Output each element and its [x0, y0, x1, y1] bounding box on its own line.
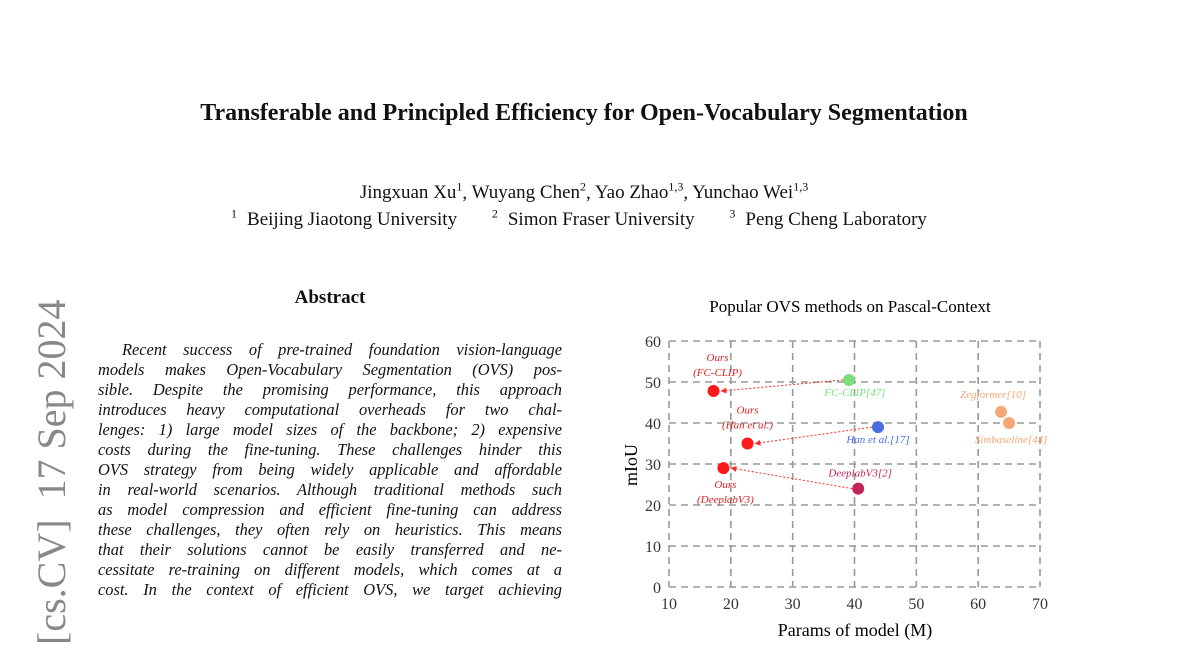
y-tick-label: 60	[645, 334, 661, 351]
point-label: Han et al.[17]	[846, 434, 910, 447]
y-tick-label: 10	[645, 539, 661, 556]
abstract-line: models makes Open-Vocabulary Segmentation (OVS) pos-	[98, 360, 562, 379]
x-tick-label: 30	[784, 596, 801, 613]
author: Yao Zhao$^{1,3}$	[594, 180, 684, 204]
abstract-line: Recent success of pre-trained foundation vision-language	[122, 340, 562, 359]
abstract-heading: Abstract	[294, 287, 366, 308]
abstract-line: cessitate re-training on different models, which comes at a	[98, 560, 562, 579]
x-axis-label: Params of model (M)	[777, 620, 933, 640]
data-point	[872, 421, 884, 433]
point-label: Ours	[736, 404, 759, 417]
paper-title: Transferable and Principled Efficiency for Open-Vocabulary Segmentation	[200, 100, 968, 126]
x-tick-label: 20	[722, 596, 739, 613]
affiliation-list	[0, 207, 1168, 231]
arxiv-stamp: [cs.CV] 17 Sep 2024	[29, 299, 74, 645]
x-tick-label: 60	[970, 596, 987, 613]
abstract-line: cost. In the context of efficient OVS, we target achieving	[98, 580, 562, 599]
y-tick-label: 0	[653, 580, 661, 597]
point-label: Zegformer[10]	[960, 388, 1027, 401]
abstract-text	[98, 340, 562, 600]
abstract-line: in real-world scenarios. Although traditional methods such	[98, 480, 562, 499]
x-tick-label: 10	[661, 596, 677, 613]
affiliation: $^2$ Simon Fraser University	[491, 207, 695, 231]
author: Jingxuan Xu$^1$	[359, 180, 463, 204]
data-point	[852, 483, 864, 495]
y-axis-label: mIoU	[621, 444, 641, 486]
data-point	[742, 438, 754, 450]
point-label: FC-CLIP[47]	[824, 386, 886, 399]
y-tick-label: 50	[645, 375, 661, 392]
x-tick-label: 70	[1032, 596, 1048, 613]
point-label: (FC-CLIP)	[693, 367, 742, 380]
affiliation: $^3$ Peng Cheng Laboratory	[729, 207, 927, 231]
abstract-line: sible. Despite the promising performance, this approach	[98, 380, 562, 399]
point-label: (DeeplabV3)	[697, 494, 754, 507]
data-point	[843, 374, 855, 386]
point-label: (Han et al.)	[722, 419, 774, 432]
abstract-line: as model compression and efficient fine-tuning can address	[98, 500, 562, 519]
data-point	[995, 406, 1007, 418]
data-point	[717, 462, 729, 474]
point-label: Ours	[714, 479, 737, 492]
abstract-line: these challenges, they often rely on heuristics. This means	[98, 520, 562, 539]
point-label: DeeplabV3[2]	[828, 467, 892, 480]
abstract-line: that their solutions cannot be easily transferred and ne-	[98, 540, 562, 559]
abstract-line: costs during the fine-tuning. These challenges hinder this	[98, 440, 562, 459]
abstract-line: OVS strategy from being widely applicable and affordable	[98, 460, 562, 479]
data-point	[708, 385, 720, 397]
y-tick-label: 40	[645, 416, 661, 433]
chart-title: Popular OVS methods on Pascal-Context	[709, 297, 991, 316]
point-label: Simbaseline[44]	[974, 434, 1048, 446]
point-label: Ours	[706, 352, 729, 365]
scatter-chart	[621, 290, 1060, 648]
abstract-line: lenges: 1) large model sizes of the backbone; 2) expensive	[98, 420, 562, 439]
affiliation: $^1$ Beijing Jiaotong University	[231, 207, 458, 231]
x-tick-label: 40	[846, 596, 863, 613]
author-list: Jingxuan Xu$^1$, Wuyang Chen$^2$, Yao Zhao$^{1,3}$, Yunchao Wei$^{1,3}$	[359, 180, 809, 204]
author: Wuyang Chen$^2$	[471, 180, 587, 204]
abstract-line: introduces heavy computational overheads for two chal-	[98, 400, 562, 419]
data-point	[1003, 417, 1015, 429]
x-tick-label: 50	[908, 596, 925, 613]
author: Yunchao Wei$^{1,3}$	[692, 180, 809, 204]
y-tick-label: 30	[645, 457, 661, 474]
y-tick-label: 20	[645, 498, 661, 515]
